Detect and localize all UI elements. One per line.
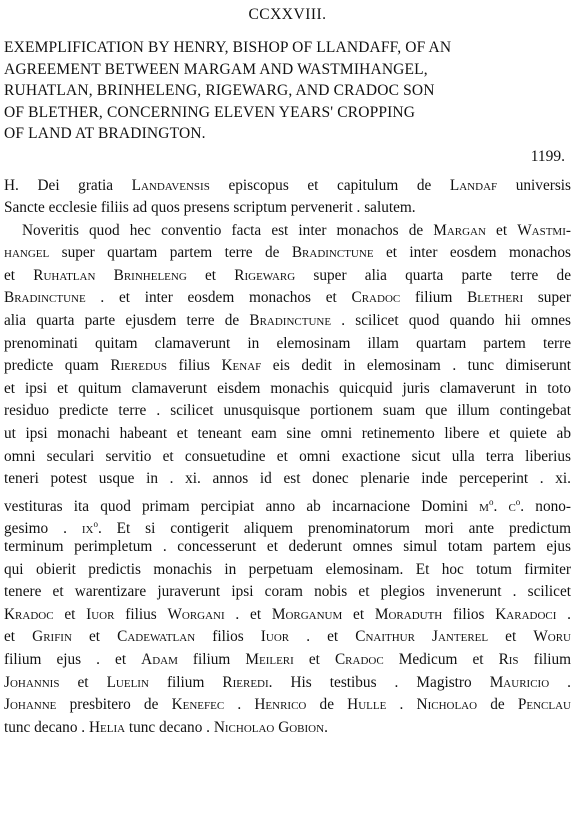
text-line: [4, 242, 571, 265]
proper-name: Cradoc: [334, 650, 384, 668]
text-line: [4, 604, 571, 627]
text-segment: et: [488, 628, 534, 646]
proper-name: Morganum: [271, 605, 343, 623]
text-segment: super quartam partem terre de: [49, 244, 292, 262]
charter-number: CCXXVIII.: [248, 6, 327, 23]
text-segment: et: [71, 628, 118, 646]
text-line: [4, 513, 571, 536]
proper-name: Helia: [88, 718, 126, 736]
proper-name: Cadewatlan: [117, 628, 196, 646]
text-segment: et ipsi et quitum clamaverunt eisdem monachis quicquid juris clamaverunt in toto: [4, 379, 571, 397]
text-segment: terminum perimpletum . concesserunt et dederunt omnes simul totam partem ejus: [4, 538, 571, 555]
proper-name: Kenefec: [171, 696, 225, 714]
text-segment: tunc decano .: [4, 718, 89, 736]
proper-name: Rieredi: [222, 673, 269, 691]
proper-name: c: [508, 497, 516, 515]
text-segment: de: [306, 696, 348, 714]
proper-name: Adam: [141, 650, 178, 668]
text-segment: .: [556, 605, 572, 623]
text-line: [4, 400, 571, 423]
proper-name: Kenaf: [221, 357, 262, 375]
proper-name: Iuor: [86, 605, 115, 623]
text-segment: omni seculari servitio et consuetudine et omni exactione sicut ulla terra liberius: [4, 447, 571, 465]
proper-name: Nicholao Gobion: [213, 718, 325, 736]
text-segment: episcopus et capitulum de: [209, 176, 450, 194]
text-line: [4, 717, 571, 740]
text-segment: Noveritis quod hec conventio facta est inter monachos de: [22, 221, 434, 239]
text-line: [4, 672, 571, 695]
text-segment: de: [477, 696, 518, 714]
proper-name: Ruhatlan Brinheleng: [33, 266, 187, 284]
text-line: [4, 626, 571, 649]
proper-name: Rigewarg: [234, 266, 296, 284]
proper-name: Karadoci: [495, 605, 557, 623]
text-segment: ut ipsi monachi habeant et teneant eam sine omni retinemento libere et quiete ab: [4, 425, 571, 443]
proper-name: Cnaithur Janterel: [355, 628, 489, 646]
text-segment: H. Dei gratia: [4, 176, 132, 194]
text-segment: gesimo .: [4, 520, 82, 538]
text-line: [4, 649, 571, 672]
text-line: [4, 423, 571, 446]
proper-name: Meileri: [245, 650, 294, 668]
text-line: [4, 446, 571, 469]
text-segment: .: [386, 696, 417, 714]
paragraph-agreement: [4, 220, 571, 740]
text-segment: et: [4, 266, 34, 284]
superscript-mark: o: [515, 496, 521, 507]
text-line: [4, 468, 571, 491]
proper-name: Woru: [533, 628, 571, 646]
document-page: [4, 0, 571, 739]
text-segment: universis: [497, 176, 571, 194]
text-line: [4, 694, 571, 717]
proper-name: Margan: [433, 221, 486, 239]
text-segment: filium: [400, 289, 468, 307]
text-segment: super: [523, 289, 571, 307]
text-segment: eis dedit in elemosinam . tunc dimiserunt: [261, 357, 571, 375]
text-line: [4, 581, 571, 604]
proper-name: Henrico: [254, 696, 307, 714]
proper-name: Luelin: [106, 673, 149, 691]
text-segment: prenominati quitam clamaverunt in elemosinam illam quartam partem terre: [4, 334, 571, 352]
proper-name: Rieredus: [110, 357, 167, 375]
proper-name: Hulle: [347, 696, 387, 714]
proper-name: Johannis: [4, 673, 60, 691]
text-segment: . Et si contigerit aliquem prenominatorum mori ante predictum: [97, 520, 571, 538]
charter-date: 1199.: [530, 147, 565, 165]
text-segment: .: [549, 673, 571, 691]
proper-name: Wastmi-: [517, 221, 571, 239]
proper-name: Bradinctune: [249, 312, 332, 330]
text-line: [4, 287, 571, 310]
text-segment: presbitero de: [56, 696, 172, 714]
text-segment: tenere et warentizare juraverunt ipsi coram nobis et plegios invenerunt . scilicet: [4, 583, 571, 601]
text-segment: filios: [442, 605, 496, 623]
proper-name: Cradoc: [351, 289, 401, 307]
text-segment: predicte quam: [4, 357, 111, 375]
text-line: [4, 197, 571, 220]
text-line: [4, 355, 571, 378]
text-segment: residuo predicte terre . scilicet unusquisque portionem suam que illum contingebat: [4, 402, 571, 420]
text-segment: .: [493, 497, 509, 515]
proper-name: Iuor: [260, 628, 290, 646]
paragraph-salutation: [4, 175, 571, 220]
charter-heading: [4, 37, 571, 145]
text-segment: filium: [177, 650, 246, 668]
text-segment: qui obierit predictis monachis in perpetuam elemosinam. Et hoc totum firmiter: [4, 560, 571, 578]
text-segment: . et: [289, 628, 356, 646]
proper-name: Bletheri: [467, 289, 524, 307]
proper-name: Mauricio: [489, 673, 550, 691]
text-line: [4, 175, 571, 198]
text-segment: et: [485, 221, 518, 239]
proper-name: Moraduth: [374, 605, 443, 623]
text-segment: . nono-: [520, 497, 571, 515]
text-segment: alia quarta parte ejusdem terre de: [4, 312, 250, 330]
text-segment: et: [342, 605, 375, 623]
text-line: [4, 333, 571, 356]
text-segment: et: [186, 266, 235, 284]
text-line: [4, 310, 571, 333]
proper-name: Penclau: [517, 696, 571, 714]
text-segment: tunc decano .: [125, 718, 214, 736]
text-line: [4, 378, 571, 401]
proper-name: Worgani: [167, 605, 225, 623]
proper-name: hangel: [4, 244, 50, 262]
text-segment: filius: [114, 605, 168, 623]
proper-name: Landaf: [449, 176, 498, 194]
text-segment: . His testibus . Magistro: [268, 673, 490, 691]
text-segment: et: [53, 605, 87, 623]
proper-name: Bradinctune: [4, 289, 86, 307]
heading-line: EXEMPLIFICATION BY HENRY, BISHOP OF LLANDAFF, OF AN: [4, 39, 452, 56]
heading-line: OF LAND AT BRADINGTON.: [4, 125, 206, 142]
text-segment: .: [324, 718, 328, 736]
text-segment: filium: [518, 650, 571, 668]
proper-name: Bradinctune: [291, 244, 374, 262]
text-line: [4, 536, 571, 559]
text-segment: et: [4, 628, 33, 646]
proper-name: Nicholao: [416, 696, 478, 714]
text-line: [4, 265, 571, 288]
text-segment: et inter eosdem monachos: [373, 244, 571, 262]
text-line: [4, 491, 571, 514]
text-line: [4, 559, 571, 582]
text-segment: filius: [166, 357, 222, 375]
text-segment: . scilicet quod quando hii omnes: [331, 312, 571, 330]
text-segment: filium ejus . et: [4, 650, 142, 668]
text-segment: vestituras ita quod primam percipiat anno ab incarnacione Domini: [4, 497, 480, 515]
text-segment: . et inter eosdem monachos et: [85, 289, 352, 307]
proper-name: Ris: [498, 650, 519, 668]
superscript-mark: o: [488, 496, 494, 507]
proper-name: Grifin: [32, 628, 72, 646]
proper-name: Kradoc: [4, 605, 54, 623]
text-segment: filium: [148, 673, 223, 691]
text-segment: teneri potest usque in . xi. annos id est donec plenarie inde perceperint . xi.: [4, 470, 571, 488]
heading-line: OF BLETHER, CONCERNING ELEVEN YEARS' CROPPING: [4, 103, 416, 121]
text-segment: filios: [195, 628, 261, 646]
text-segment: et: [59, 673, 107, 691]
text-segment: . et: [224, 605, 272, 623]
proper-name: Johanne: [4, 696, 57, 714]
superscript-mark: o: [93, 519, 98, 530]
heading-line: AGREEMENT BETWEEN MARGAM AND WASTMIHANGEL,: [4, 60, 428, 78]
text-segment: et: [293, 650, 335, 668]
proper-name: m: [479, 497, 489, 515]
text-segment: Medicum et: [383, 650, 499, 668]
proper-name: ix: [81, 520, 94, 538]
heading-line: RUHATLAN, BRINHELENG, RIGEWARG, AND CRADOC SON: [4, 82, 435, 99]
proper-name: Landavensis: [131, 176, 210, 194]
text-segment: super alia quarta parte terre de: [295, 266, 571, 284]
charter-body: [4, 175, 571, 740]
text-segment: .: [224, 696, 255, 714]
text-segment: Sancte ecclesie filiis ad quos presens scriptum pervenerit . salutem.: [4, 199, 416, 217]
text-line: [4, 220, 571, 243]
